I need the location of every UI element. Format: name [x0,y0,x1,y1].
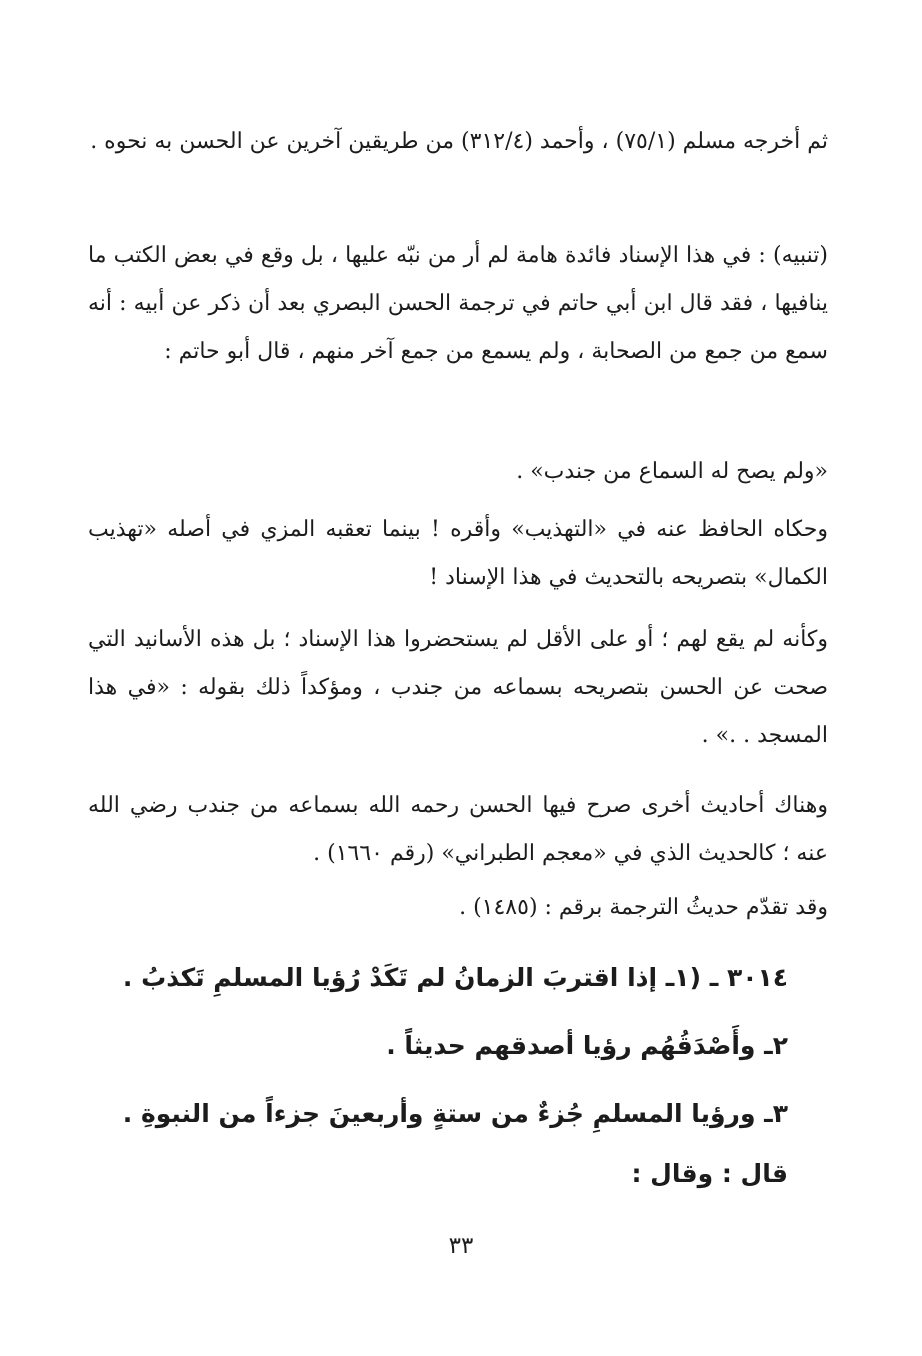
hadith-heading-line-3: ٣ـ ورؤيا المسلمِ جُزءٌ من ستةٍ وأربعينَ جزءاً من النبوةِ . [122,1099,788,1128]
hadith-heading-line-2: ٢ـ وأَصْدَقُهُم رؤيا أصدقهم حديثاً . [386,1031,788,1060]
paragraph-asanid: وكأنه لم يقع لهم ؛ أو على الأقل لم يستحضروا هذا الإسناد ؛ بل هذه الأسانيد التي صحت عن الحسن بتصريحه بسماعه من جندب ، ومؤكداً ذلك بقوله : «في هذا المسجد . .» . [88,627,828,748]
hadith-heading-line-1: ٣٠١٤ ـ (١ـ إذا اقتربَ الزمانُ لم تَكَدْ رُؤيا المسلمِ تَكذبُ . [122,963,788,992]
paragraph-other-hadiths: وهناك أحاديث أخرى صرح فيها الحسن رحمه الله بسماعه من جندب رضي الله عنه ؛ كالحديث الذي في «معجم الطبراني» (رقم ١٦٦٠) . [88,793,828,866]
paragraph-tahdhib: وحكاه الحافظ عنه في «التهذيب» وأقره ! بينما تعقبه المزي في أصله «تهذيب الكمال» بتصريحه بالتحديث في هذا الإسناد ! [88,517,828,590]
page-number: ٣٣ [448,1233,474,1259]
paragraph-abu-hatim-quote: «ولم يصح له السماع من جندب» . [516,459,828,484]
paragraph-previous-reference: وقد تقدّم حديثُ الترجمة برقم : (١٤٨٥) . [459,895,828,920]
paragraph-takhrij: ثم أخرجه مسلم (٧٥/١) ، وأحمد (٣١٢/٤) من طريقين آخرين عن الحسن به نحوه . [90,129,828,154]
paragraph-tanbih: (تنبيه) : في هذا الإسناد فائدة هامة لم أر من نبّه عليها ، بل وقع في بعض الكتب ما ينافيها ، فقد قال ابن أبي حاتم في ترجمة الحسن البصري بعد أن ذكر عن أبيه : أنه سمع من جمع من الصحابة ، ولم يسمع من جمع آخر منهم ، قال أبو حاتم : [88,243,828,364]
hadith-heading-line-4: قال : وقال : [631,1159,788,1188]
